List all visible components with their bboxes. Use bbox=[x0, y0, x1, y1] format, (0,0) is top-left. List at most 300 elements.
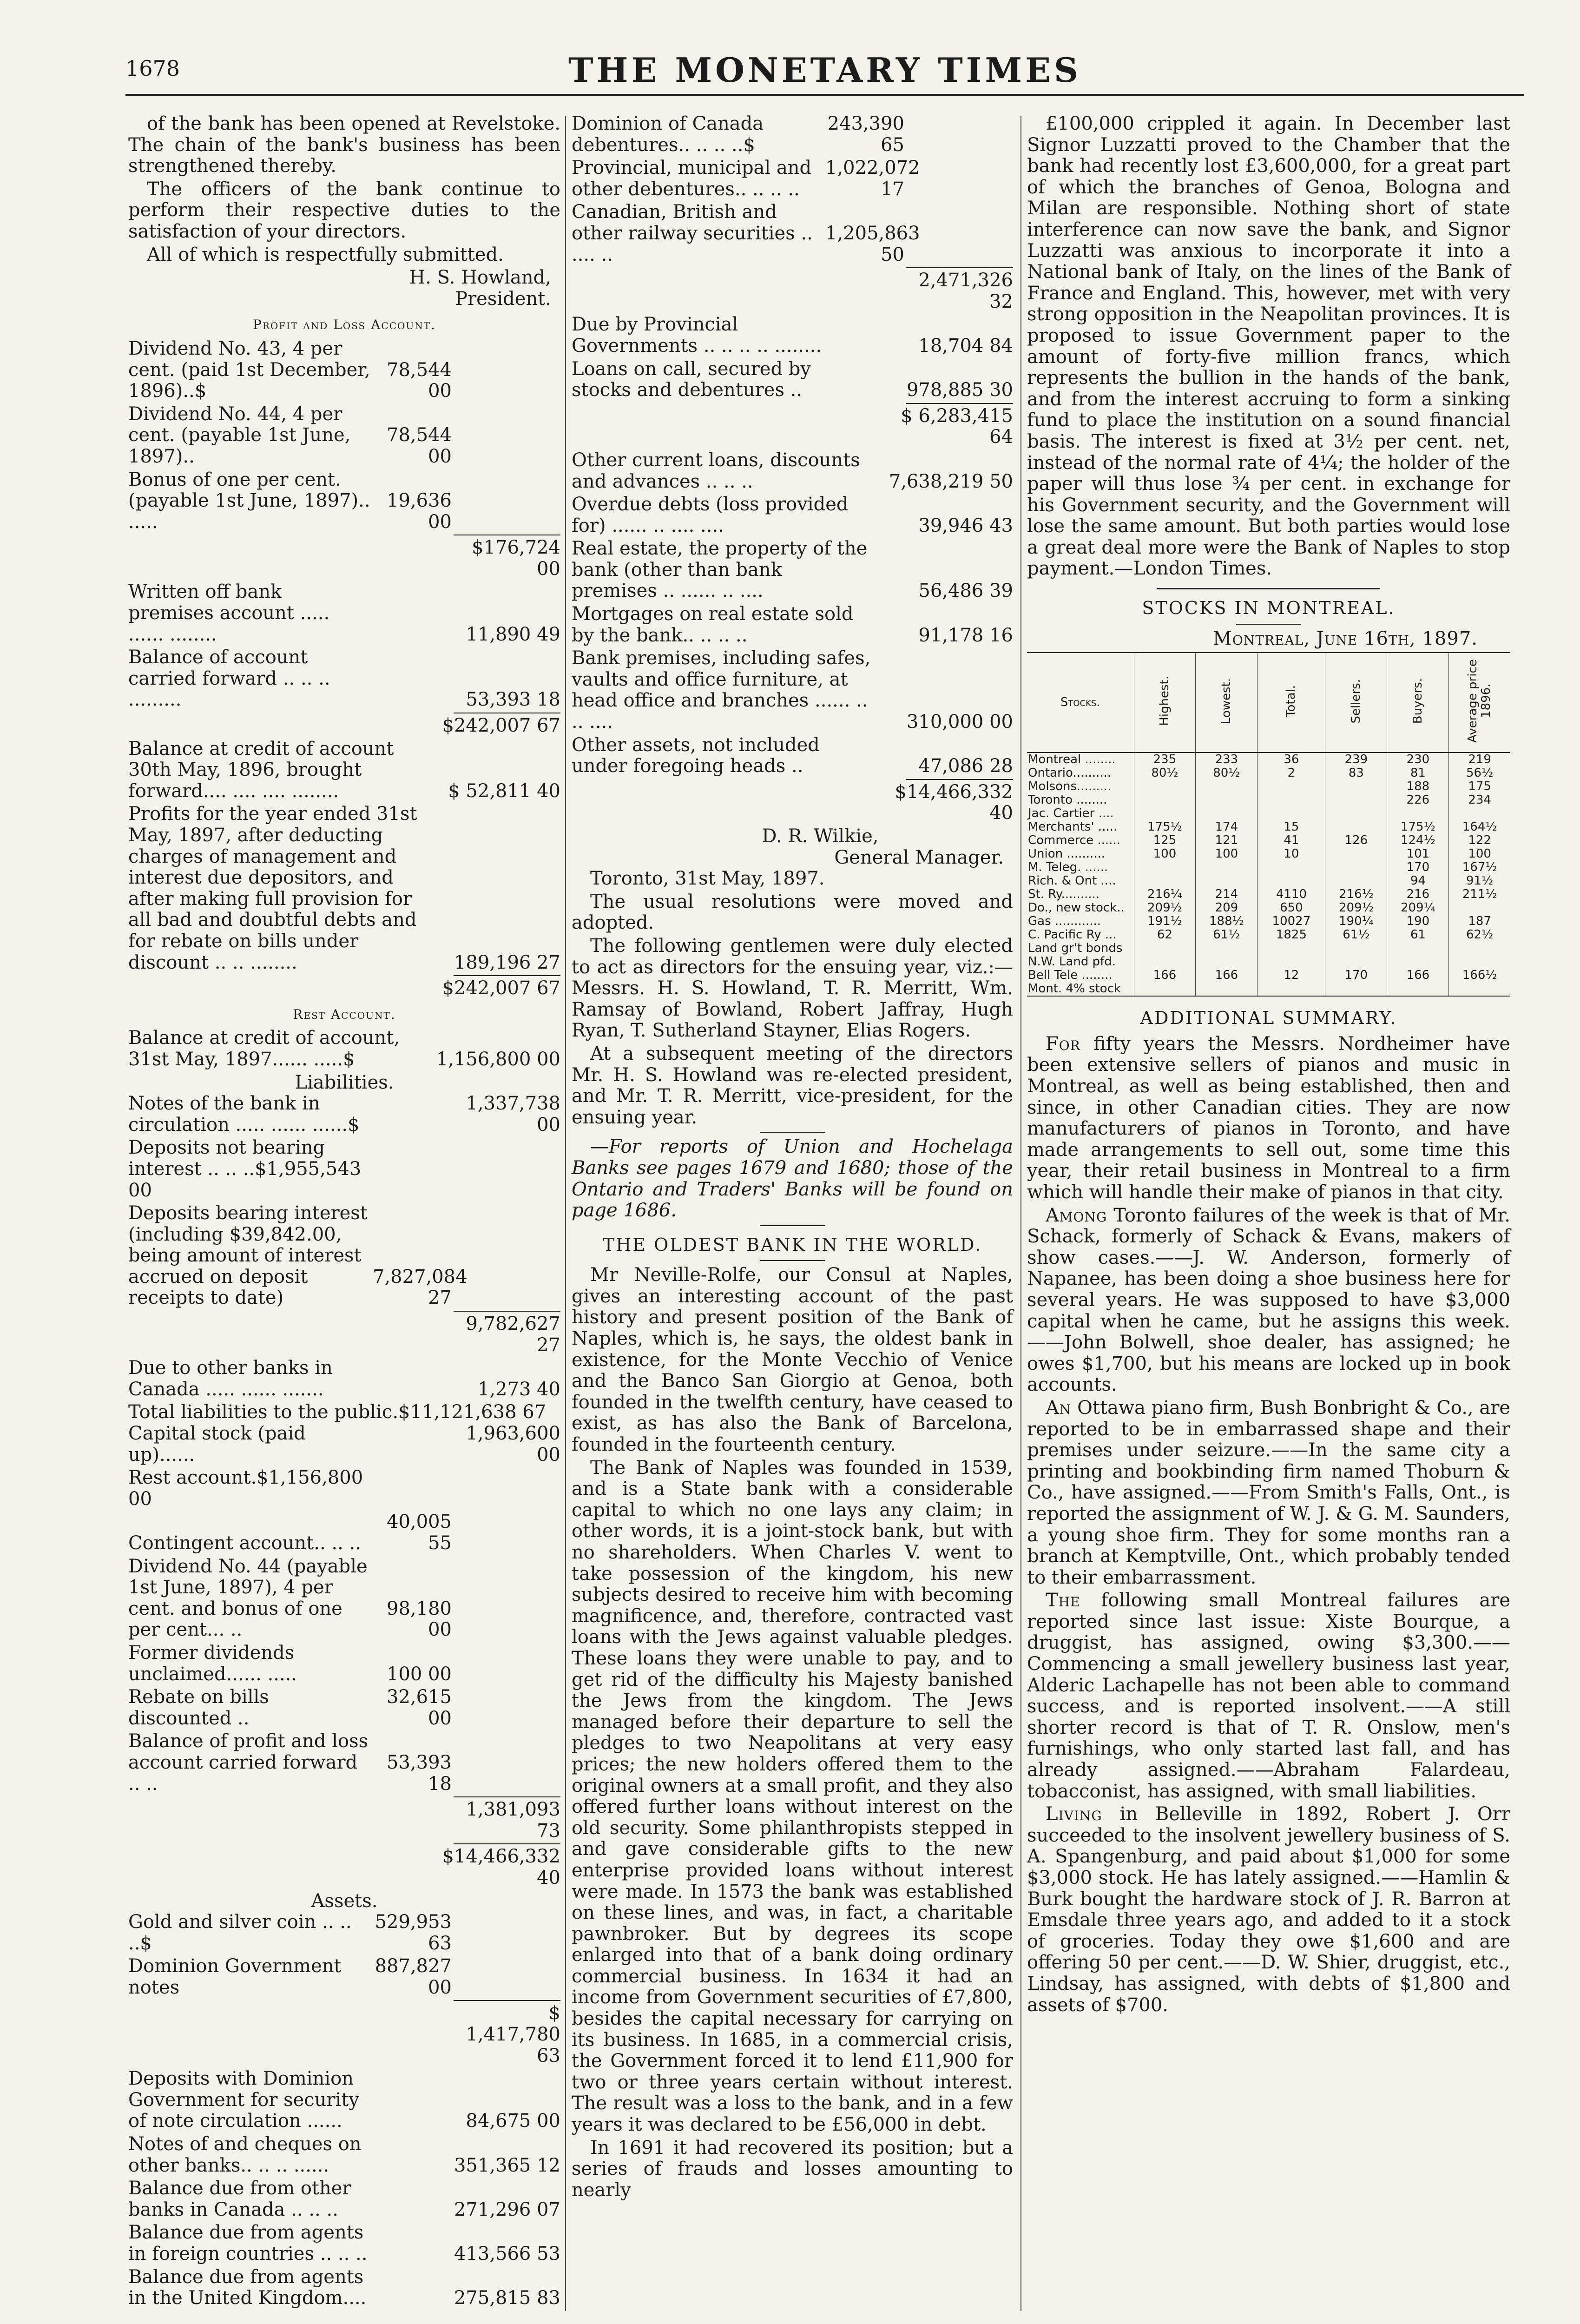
account-row bbox=[128, 1314, 560, 1356]
meeting-paragraph: The usual resolutions were moved and adopted. bbox=[572, 891, 1013, 934]
separator-rule bbox=[760, 1260, 825, 1261]
account-label: Written off bank premises account ..... ...... ........ bbox=[128, 581, 330, 645]
account-label: Balance at credit of account, 31st May, 1897...... .....$ bbox=[128, 1027, 400, 1070]
pl-credit-total: $242,007 67 bbox=[442, 977, 560, 999]
stock-value bbox=[1325, 874, 1387, 888]
account-label: Balance due from other banks in Canada .. .. .. bbox=[128, 2178, 351, 2220]
account-amount-total: 11,890 49 bbox=[466, 623, 560, 645]
account-row bbox=[128, 1467, 560, 1510]
stock-value bbox=[1325, 780, 1387, 793]
page-number: 1678 bbox=[125, 56, 180, 81]
stock-value bbox=[1257, 982, 1325, 996]
column-divider bbox=[1020, 116, 1021, 2311]
stock-value bbox=[1449, 955, 1510, 969]
account-amount-total: 310,000 00 bbox=[906, 711, 1013, 733]
stock-value: 188½ bbox=[1196, 915, 1257, 928]
account-label: Deposits bearing interest (including $39,842.00, being amount of interest accrued on deposit receipts to date) bbox=[128, 1202, 368, 1309]
stock-value: 91½ bbox=[1466, 874, 1494, 888]
stock-value: 191½ bbox=[1134, 915, 1196, 928]
stock-value bbox=[1257, 793, 1325, 807]
account-amount-total: 18,704 84 bbox=[918, 335, 1013, 357]
account-amount-total: 1,337,738 00 bbox=[466, 1093, 560, 1136]
account-amount-total: 1,156,800 00 bbox=[436, 1048, 560, 1070]
account-row bbox=[128, 2222, 560, 2265]
stock-value: 121 bbox=[1196, 834, 1257, 847]
stocks-header-label: Average price 1896. bbox=[1466, 659, 1494, 743]
account-amount-total: 413,566 53 bbox=[454, 2243, 560, 2265]
stock-name: Merchants' ..... bbox=[1027, 820, 1134, 834]
stock-value bbox=[1196, 793, 1257, 807]
account-row bbox=[128, 1203, 560, 1309]
stock-value: 61 bbox=[1387, 928, 1449, 942]
stock-value: 226 bbox=[1387, 793, 1449, 807]
stocks-row bbox=[1027, 834, 1510, 847]
account-amount: 1,205,863 50 bbox=[825, 222, 920, 265]
stocks-table bbox=[1027, 652, 1510, 997]
stock-value: 166½ bbox=[1462, 968, 1497, 983]
stock-value: 164½ bbox=[1462, 820, 1497, 834]
account-row bbox=[572, 202, 1013, 265]
stock-value bbox=[1134, 780, 1196, 793]
stocks-row bbox=[1027, 820, 1510, 834]
stock-value: 235 bbox=[1134, 753, 1196, 766]
stocks-row bbox=[1027, 969, 1510, 982]
summary-text: Ottawa piano firm, Bush Bonbright & Co., are reported to be in embarrassed shape and their premises under seizure.——In the same city a printing and bookbinding firm named Thoburn & Co., have assigned.——From Smith's Falls, Ont., is reported the assignment of W. J. & G. M. Saunders, a young shoe firm. They for some months ran a branch at Kemptville, Ont., which probably tended to their embarrassment. bbox=[1027, 1397, 1510, 1588]
stock-name: Molsons......... bbox=[1027, 780, 1134, 793]
stock-value: 170 bbox=[1387, 861, 1449, 874]
account-amount-total: 1,381,093 73 bbox=[466, 1799, 560, 1842]
account-amount: 100 00 bbox=[387, 1663, 452, 1685]
stocks-header-label: Total. bbox=[1284, 685, 1298, 717]
stocks-header bbox=[1449, 653, 1510, 753]
summary-title: ADDITIONAL SUMMARY. bbox=[1140, 1008, 1397, 1029]
stock-value: 2 bbox=[1257, 766, 1325, 780]
account-label: Provincial, municipal and other debentures.. .. .. .. bbox=[572, 157, 812, 200]
stock-value bbox=[1134, 874, 1196, 888]
account-row bbox=[128, 2267, 560, 2309]
stock-value: 175 bbox=[1468, 779, 1491, 794]
account-row bbox=[128, 2068, 560, 2132]
account-amount-total: 9,782,627 27 bbox=[466, 1313, 560, 1356]
account-label: Former dividends unclaimed...... ..... bbox=[128, 1642, 297, 1685]
stock-value bbox=[1325, 793, 1387, 807]
account-label: Balance due from agents in the United Kingdom.... bbox=[128, 2266, 367, 2309]
stocks-header bbox=[1257, 653, 1325, 753]
stock-name: St. Ry.......... bbox=[1027, 888, 1134, 901]
gm-title: General Manager. bbox=[834, 846, 1004, 868]
article-paragraph: In 1691 it had recovered its position; but a series of frauds and losses amounting to nearly bbox=[572, 2137, 1013, 2201]
summary-paragraph bbox=[1027, 1590, 1510, 1802]
stock-value: 10 bbox=[1257, 847, 1325, 861]
stock-value bbox=[1325, 955, 1387, 969]
stocks-row bbox=[1027, 847, 1510, 861]
stock-value bbox=[1134, 807, 1196, 820]
account-row bbox=[572, 735, 1013, 777]
stock-value: 209½ bbox=[1325, 901, 1387, 915]
stocks-header-label: Sellers. bbox=[1349, 679, 1363, 723]
account-row bbox=[128, 1028, 560, 1070]
stocks-row bbox=[1027, 780, 1510, 793]
account-label: Balance due from agents in foreign countries .. .. .. bbox=[128, 2222, 368, 2265]
account-row bbox=[128, 537, 560, 580]
stock-value: 4110 bbox=[1257, 888, 1325, 901]
assets-grand-total-row bbox=[572, 782, 1013, 824]
pl-total-row bbox=[128, 715, 560, 737]
account-row bbox=[128, 2134, 560, 2176]
account-label: Gold and silver coin .. .. ..$ bbox=[128, 1911, 352, 1954]
stock-name: Ontario.......... bbox=[1027, 766, 1134, 780]
stock-value bbox=[1257, 874, 1325, 888]
sum-rule bbox=[454, 1843, 560, 1844]
article-paragraph: £100,000 crippled it again. In December last Signor Luzzatti proved to the Chamber that the bank had recently lost £3,600,000, for a great part of which the branches of Genoa, Bologna and Milan are responsible. Nothing short of state interference can now save the bank, and Signor Luzzatti was anxious to incorporate it into a National bank of Italy, on the lines of the Bank of France and England. This, however, met with very strong opposition in the Neapolitan provinces. It is proposed to issue Government paper to the amount of forty-five million francs, which represents the bullion in the hands of the bank, and from the interest accruing to form a sinking fund to place the institution on a sound financial basis. The interest is fixed at 3½ per cent. net, instead of the normal rate of 4¼; the holder of the paper will thus lose ¾ per cent. in exchange for his Government security, and the Government will lose the same amount. But both parties would lose a great deal more were the Bank of Naples to stop payment.—London Times. bbox=[1027, 113, 1510, 580]
summary-paragraph bbox=[1027, 1034, 1510, 1203]
separator-rule bbox=[1157, 588, 1380, 589]
account-label: Deposits with Dominion Government for security of note circulation ...... bbox=[128, 2068, 360, 2132]
account-amount: 887,827 00 bbox=[375, 1955, 452, 1998]
article-paragraph: The Bank of Naples was founded in 1539, and is a State bank with a considerable capital to which no one lays any claim; in other words, it is a joint-stock bank, but with no shareholders. When Charles V. went to take possession of the kingdom, his new subjects desired to receive him with becoming magnificence, and, therefore, contracted vast loans with the Jews against valuable pledges. These loans they were unable to pay, and to get rid of the difficulty his Majesty banished the Jews from the kingdom. The Jews managed before their departure to sell the pledges to two Neapolitans at very easy prices; the new holders offered them to the original owners at a small profit, and they also offered further loans without interest on the old security. Some philanthropists stepped in and gave considerable gifts to the new enterprise provided loans without interest were made. In 1573 the bank was established on these lines, and was, in fact, a charitable pawnbroker. But by degrees its scope enlarged into that of a bank doing ordinary commercial business. In 1634 it had an income from Government securities of £7,800, besides the capital necessary for carrying on its business. In 1685, in a commercial crisis, the Government forced it to lend £11,900 for two or three years certain without interest. The result was a loss to the bank, and in a few years it was declared to be £56,000 in debt. bbox=[572, 1457, 1013, 2136]
column-stocks-and-summary bbox=[1027, 113, 1510, 2018]
stocks-row bbox=[1027, 861, 1510, 874]
stock-name: Mont. 4% stock bbox=[1027, 982, 1134, 996]
separator-rule bbox=[760, 1225, 825, 1226]
stocks-row bbox=[1027, 807, 1510, 820]
stock-name: Do., new stock.. bbox=[1027, 901, 1134, 915]
stock-value bbox=[1387, 807, 1449, 820]
account-row bbox=[128, 2003, 560, 2067]
stock-value bbox=[1257, 807, 1325, 820]
stock-value: 216½ bbox=[1325, 888, 1387, 901]
sum-rule bbox=[454, 1796, 560, 1797]
stocks-header: Stocks. bbox=[1027, 653, 1134, 753]
stock-value: 94 bbox=[1387, 874, 1449, 888]
account-row bbox=[128, 1912, 560, 1954]
stock-value bbox=[1196, 861, 1257, 874]
liabilities-heading: Liabilities. bbox=[295, 1071, 394, 1093]
stock-value: 233 bbox=[1196, 753, 1257, 766]
stock-value: 174 bbox=[1196, 820, 1257, 834]
stock-value: 170 bbox=[1325, 969, 1387, 982]
stock-value: 81 bbox=[1387, 766, 1449, 780]
account-amount: 529,953 63 bbox=[375, 1911, 452, 1954]
stocks-title: STOCKS IN MONTREAL. bbox=[1142, 598, 1396, 619]
stock-name: Montreal ........ bbox=[1027, 753, 1134, 766]
stocks-row bbox=[1027, 753, 1510, 766]
account-label: Dividend No. 44, 4 per cent. (payable 1st June, 1897).. bbox=[128, 403, 351, 467]
summary-text: in Belleville in 1892, Robert J. Orr succeeded to the insolvent jewellery business of S. A. Spangenburg, and paid about $1,000 for some $3,000 stock. He has lately assigned.——Hamlin & Burk bought the hardware stock of J. R. Barron at Emsdale three years ago, and added to it a stock of groceries. Today they owe $1,600 and are offering 50 per cent.——D. W. Shier, druggist, etc., Lindsay, has assigned, with debts of $1,800 and assets of $700. bbox=[1027, 1803, 1510, 2016]
account-amount-total: 53,393 18 bbox=[466, 689, 560, 711]
stock-value: 10027 bbox=[1257, 915, 1325, 928]
stocks-date: Montreal, June 16th, 1897. bbox=[1212, 627, 1478, 649]
account-label: Dominion of Canada debentures.. .. .. ..$ bbox=[572, 113, 764, 156]
stock-value bbox=[1325, 807, 1387, 820]
summary-text: following small Montreal failures are reported since last issue: Xiste Bourque, a druggist, has assigned, owing $3,300.——Commencing a small jewellery business last year, Alderic Lachapelle has not been able to command success, and is reported insolvent.——A still shorter record is that of T. R. Onslow, men's furnishings, who only started last fall, and has already assigned.——Abraham Falardeau, tobacconist, has assigned, with small liabilities. bbox=[1027, 1590, 1510, 1802]
summary-text: Toronto failures of the week is that of Mr. Schack, formerly of Schack & Evans, makers of show cases.——J. W. Anderson, formerly of Napanee, has been doing a shoe business here for several years. He was supposed to have $3,000 capital when he came, but he assigns this week.——John Bolwell, shoe dealer, has assigned; he owes $1,700, but his means are locked up in book accounts. bbox=[1027, 1204, 1510, 1396]
stock-value: 100 bbox=[1468, 847, 1491, 861]
account-row bbox=[128, 1643, 560, 1685]
stocks-header-label: Highest. bbox=[1157, 676, 1172, 726]
stock-value bbox=[1449, 901, 1510, 915]
stock-value: 12 bbox=[1257, 969, 1325, 982]
account-label: Other current loans, discounts and advances .. .. .. bbox=[572, 449, 860, 492]
account-label: Deposits not bearing interest .. .. ..$1,955,543 00 bbox=[128, 1137, 362, 1201]
stocks-header bbox=[1387, 653, 1449, 753]
account-row bbox=[572, 158, 1013, 200]
account-amount-total: 1,273 40 bbox=[477, 1378, 560, 1400]
summary-lead: An bbox=[1046, 1397, 1072, 1419]
stocks-header bbox=[1196, 653, 1257, 753]
account-row bbox=[128, 1358, 560, 1400]
account-row bbox=[128, 404, 560, 468]
pl-total: $242,007 67 bbox=[442, 715, 560, 737]
account-label: Notes of the bank in circulation ..... ...... ......$ bbox=[128, 1093, 360, 1136]
stock-value: 62 bbox=[1134, 928, 1196, 942]
stock-value: 187 bbox=[1468, 914, 1491, 929]
stock-value: 230 bbox=[1387, 753, 1449, 766]
stocks-row bbox=[1027, 874, 1510, 888]
account-row bbox=[128, 1512, 560, 1554]
stocks-row bbox=[1027, 793, 1510, 807]
stocks-row bbox=[1027, 942, 1510, 955]
report-paragraph: The officers of the bank continue to perform their respective duties to the satisfaction of your directors. bbox=[128, 178, 560, 242]
report-paragraph: All of which is respectfully submitted. bbox=[147, 244, 504, 265]
account-label: Mortgages on real estate sold by the bank.. .. .. .. bbox=[572, 603, 854, 646]
account-label: Loans on call, secured by stocks and debentures .. bbox=[572, 358, 811, 401]
stock-value: 209¼ bbox=[1387, 901, 1449, 915]
account-label: Capital stock (paid up)...... bbox=[128, 1423, 306, 1466]
stock-value bbox=[1134, 955, 1196, 969]
stocks-row bbox=[1027, 766, 1510, 780]
account-amount-total: 39,946 43 bbox=[918, 515, 1013, 536]
account-amount-total: $ 1,417,780 63 bbox=[466, 2002, 560, 2067]
account-row bbox=[128, 2178, 560, 2220]
stocks-row bbox=[1027, 888, 1510, 901]
account-label: Rebate on bills discounted .. bbox=[128, 1686, 269, 1729]
profit-loss-heading: Profit and Loss Account. bbox=[253, 317, 436, 333]
pl-credit-total-row bbox=[128, 978, 560, 999]
stock-name: N.W. Land pfd. bbox=[1027, 955, 1134, 969]
account-label: Balance at credit of account 30th May, 1896, brought forward.... .... .... ........ bbox=[128, 738, 394, 802]
stock-value: 190 bbox=[1387, 915, 1449, 928]
stock-value: 175½ bbox=[1387, 820, 1449, 834]
account-row bbox=[128, 804, 560, 973]
signature-name: H. S. Howland, bbox=[409, 267, 551, 289]
account-amount-total: 189,196 27 bbox=[454, 951, 560, 973]
stock-value bbox=[1325, 847, 1387, 861]
stock-name: Toronto ........ bbox=[1027, 793, 1134, 807]
stock-value: 239 bbox=[1325, 753, 1387, 766]
rest-account-heading: Rest Account. bbox=[293, 1006, 396, 1022]
cross-reference-note: —For reports of Union and Hochelaga Banks see pages 1679 and 1680; those of the Ontario and Traders' Banks will be found on page 1686. bbox=[572, 1136, 1013, 1221]
account-amount: 243,390 65 bbox=[827, 113, 904, 156]
stock-name: Commerce ...... bbox=[1027, 834, 1134, 847]
header-rule bbox=[125, 94, 1524, 96]
account-amount-total: 271,296 07 bbox=[454, 2199, 560, 2220]
account-amount: 19,636 00 bbox=[387, 490, 452, 533]
stock-name: Bell Tele ........ bbox=[1027, 969, 1134, 982]
stock-value: 216 bbox=[1387, 888, 1449, 901]
account-label: Dividend No. 43, 4 per cent. (paid 1st December, 1896)..$ bbox=[128, 337, 370, 402]
stock-value: 36 bbox=[1257, 753, 1325, 766]
account-amount-total: 47,086 28 bbox=[918, 755, 1013, 777]
account-row bbox=[572, 450, 1013, 492]
stock-value bbox=[1134, 861, 1196, 874]
sum-rule bbox=[906, 267, 1013, 268]
stock-value bbox=[1325, 942, 1387, 955]
column-divider bbox=[565, 116, 566, 2311]
stock-value: 100 bbox=[1196, 847, 1257, 861]
account-row bbox=[128, 739, 560, 802]
stock-value: 56½ bbox=[1466, 766, 1494, 780]
stock-value: 167½ bbox=[1462, 860, 1497, 875]
account-label: Balance of profit and loss account carried forward .. .. bbox=[128, 1730, 369, 1795]
page-header bbox=[125, 50, 1524, 92]
stock-value: 166 bbox=[1134, 969, 1196, 982]
stock-value: 80½ bbox=[1134, 766, 1196, 780]
account-row bbox=[572, 359, 1013, 401]
stock-name: M. Teleg. ...... bbox=[1027, 861, 1134, 874]
summary-lead: Among bbox=[1046, 1204, 1107, 1226]
stock-value: 188 bbox=[1387, 780, 1449, 793]
account-row bbox=[128, 1799, 560, 1842]
stock-value: 175½ bbox=[1134, 820, 1196, 834]
stocks-header-label: Lowest. bbox=[1219, 678, 1233, 724]
account-amount: 1,022,072 17 bbox=[825, 157, 920, 200]
separator-rule bbox=[1236, 624, 1301, 625]
sum-rule bbox=[454, 975, 560, 976]
stocks-header bbox=[1134, 653, 1196, 753]
stock-value bbox=[1449, 942, 1510, 955]
account-amount-total: 84,675 00 bbox=[466, 2110, 560, 2132]
account-amount: 78,544 00 bbox=[387, 424, 452, 467]
account-row bbox=[572, 604, 1013, 646]
meeting-paragraph: The following gentlemen were duly elected to act as directors for the ensuing year, viz.:—Messrs. H. S. Howland, T. R. Merritt, Wm. Ramsay of Bowland, Robert Jaffray, Hugh Ryan, T. Sutherland Stayner, Elias Rogers. bbox=[572, 935, 1013, 1042]
meeting-paragraph: At a subsequent meeting of the directors Mr. H. S. Howland was re-elected president, and Mr. T. R. Merritt, vice-president, for the ensuing year. bbox=[572, 1043, 1013, 1128]
stocks-row bbox=[1027, 915, 1510, 928]
account-label: Profits for the year ended 31st May, 1897, after deducting charges of management and interest due depositors, and after making full provision for all bad and doubtful debts and for rebate on bills under discount .. .. ........ bbox=[128, 803, 417, 973]
stock-value bbox=[1387, 955, 1449, 969]
column-assets-and-article bbox=[572, 113, 1013, 2203]
stock-value: 124½ bbox=[1387, 834, 1449, 847]
account-row bbox=[572, 314, 1013, 357]
account-row bbox=[128, 1093, 560, 1136]
gm-name: D. R. Wilkie, bbox=[762, 825, 879, 847]
stock-value: 80½ bbox=[1196, 766, 1257, 780]
signature-title: President. bbox=[455, 288, 551, 310]
stock-value bbox=[1196, 942, 1257, 955]
stock-value bbox=[1134, 982, 1196, 996]
account-amount: 40,005 55 bbox=[387, 1511, 452, 1554]
account-label: Rest account.$1,156,800 00 bbox=[128, 1467, 363, 1510]
summary-lead: The bbox=[1046, 1590, 1080, 1611]
stock-value bbox=[1325, 820, 1387, 834]
account-row bbox=[128, 1556, 560, 1641]
column-bank-report bbox=[128, 113, 560, 2311]
stock-value bbox=[1257, 780, 1325, 793]
stock-value: 190¼ bbox=[1325, 915, 1387, 928]
stock-value: 211½ bbox=[1462, 887, 1497, 902]
sum-rule bbox=[906, 403, 1013, 404]
account-row bbox=[128, 647, 560, 711]
stock-value: 234 bbox=[1468, 793, 1491, 807]
account-label: Notes of and cheques on other banks.. .. .. ...... bbox=[128, 2133, 362, 2176]
account-amount-total: $176,724 00 bbox=[472, 537, 560, 580]
stocks-row bbox=[1027, 901, 1510, 915]
account-amount-total: 1,963,600 00 bbox=[466, 1423, 560, 1466]
account-label: Canadian, British and other railway securities .. .... .. bbox=[572, 201, 813, 265]
stock-name: Rich. & Ont .... bbox=[1027, 874, 1134, 888]
account-amount-total: 2,471,326 32 bbox=[918, 270, 1013, 312]
stock-value bbox=[1134, 942, 1196, 955]
stock-name: Union .......... bbox=[1027, 847, 1134, 861]
account-label: Due to other banks in Canada ..... ...... ....... bbox=[128, 1357, 333, 1400]
stock-value: 62½ bbox=[1466, 928, 1494, 942]
account-label: Overdue debts (loss provided for) ...... .. .... .... bbox=[572, 494, 849, 536]
stock-value: 216¼ bbox=[1134, 888, 1196, 901]
stock-value bbox=[1387, 942, 1449, 955]
account-amount-total: 56,486 39 bbox=[918, 580, 1013, 602]
account-amount-total: 91,178 16 bbox=[918, 624, 1013, 646]
stock-value: 126 bbox=[1325, 834, 1387, 847]
stocks-row bbox=[1027, 955, 1510, 969]
account-amount-total: 275,815 83 bbox=[454, 2287, 560, 2309]
stock-value: 209½ bbox=[1134, 901, 1196, 915]
account-label: Contingent account.. .. .. bbox=[128, 1532, 361, 1554]
stock-value bbox=[1196, 780, 1257, 793]
account-row bbox=[128, 1731, 560, 1795]
account-amount-total: $ 52,811 40 bbox=[448, 780, 560, 802]
summary-paragraph bbox=[1027, 1804, 1510, 2016]
stock-value: 41 bbox=[1257, 834, 1325, 847]
account-label: Bank premises, including safes, vaults and office furniture, at head office and branches ...... .. .. .... bbox=[572, 647, 871, 733]
stock-value bbox=[1325, 861, 1387, 874]
stocks-row bbox=[1027, 982, 1510, 996]
account-amount-total: 978,885 30 bbox=[906, 379, 1013, 401]
account-row bbox=[572, 113, 1013, 156]
account-amount: 98,180 00 bbox=[387, 1598, 452, 1641]
separator-rule bbox=[760, 1132, 825, 1133]
stock-value: 214 bbox=[1196, 888, 1257, 901]
meeting-paragraph: Toronto, 31st May, 1897. bbox=[590, 868, 825, 890]
stock-value bbox=[1196, 807, 1257, 820]
stock-value: 650 bbox=[1257, 901, 1325, 915]
stock-value bbox=[1134, 793, 1196, 807]
sum-rule bbox=[906, 779, 1013, 780]
stocks-row bbox=[1027, 928, 1510, 942]
stock-value: 15 bbox=[1257, 820, 1325, 834]
assets-subtotal-row bbox=[572, 406, 1013, 448]
stock-value: 209 bbox=[1196, 901, 1257, 915]
stock-value bbox=[1449, 807, 1510, 820]
account-row bbox=[128, 1423, 560, 1466]
stock-value: 166 bbox=[1196, 969, 1257, 982]
summary-lead: Living bbox=[1046, 1803, 1102, 1825]
account-amount: 32,615 00 bbox=[387, 1686, 452, 1729]
assets-grand-total: $14,466,332 40 bbox=[895, 781, 1013, 824]
account-label: Other assets, not included under foregoing heads .. bbox=[572, 734, 820, 777]
liabilities-grand-total: $14,466,332 40 bbox=[442, 1846, 560, 1888]
account-row bbox=[572, 648, 1013, 733]
assets-heading: Assets. bbox=[311, 1890, 378, 1912]
sum-rule bbox=[454, 1311, 560, 1312]
account-label: Bonus of one per cent. (payable 1st June, 1897).. ..... bbox=[128, 469, 370, 533]
stock-value bbox=[1196, 874, 1257, 888]
liabilities-grand-total-row bbox=[128, 1846, 560, 1888]
total-liabilities-public: Total liabilities to the public.$11,121,638 67 bbox=[128, 1401, 546, 1423]
stock-value: 83 bbox=[1325, 766, 1387, 780]
stock-value: 101 bbox=[1387, 847, 1449, 861]
stock-value bbox=[1449, 982, 1510, 996]
stock-value: 219 bbox=[1468, 753, 1491, 767]
